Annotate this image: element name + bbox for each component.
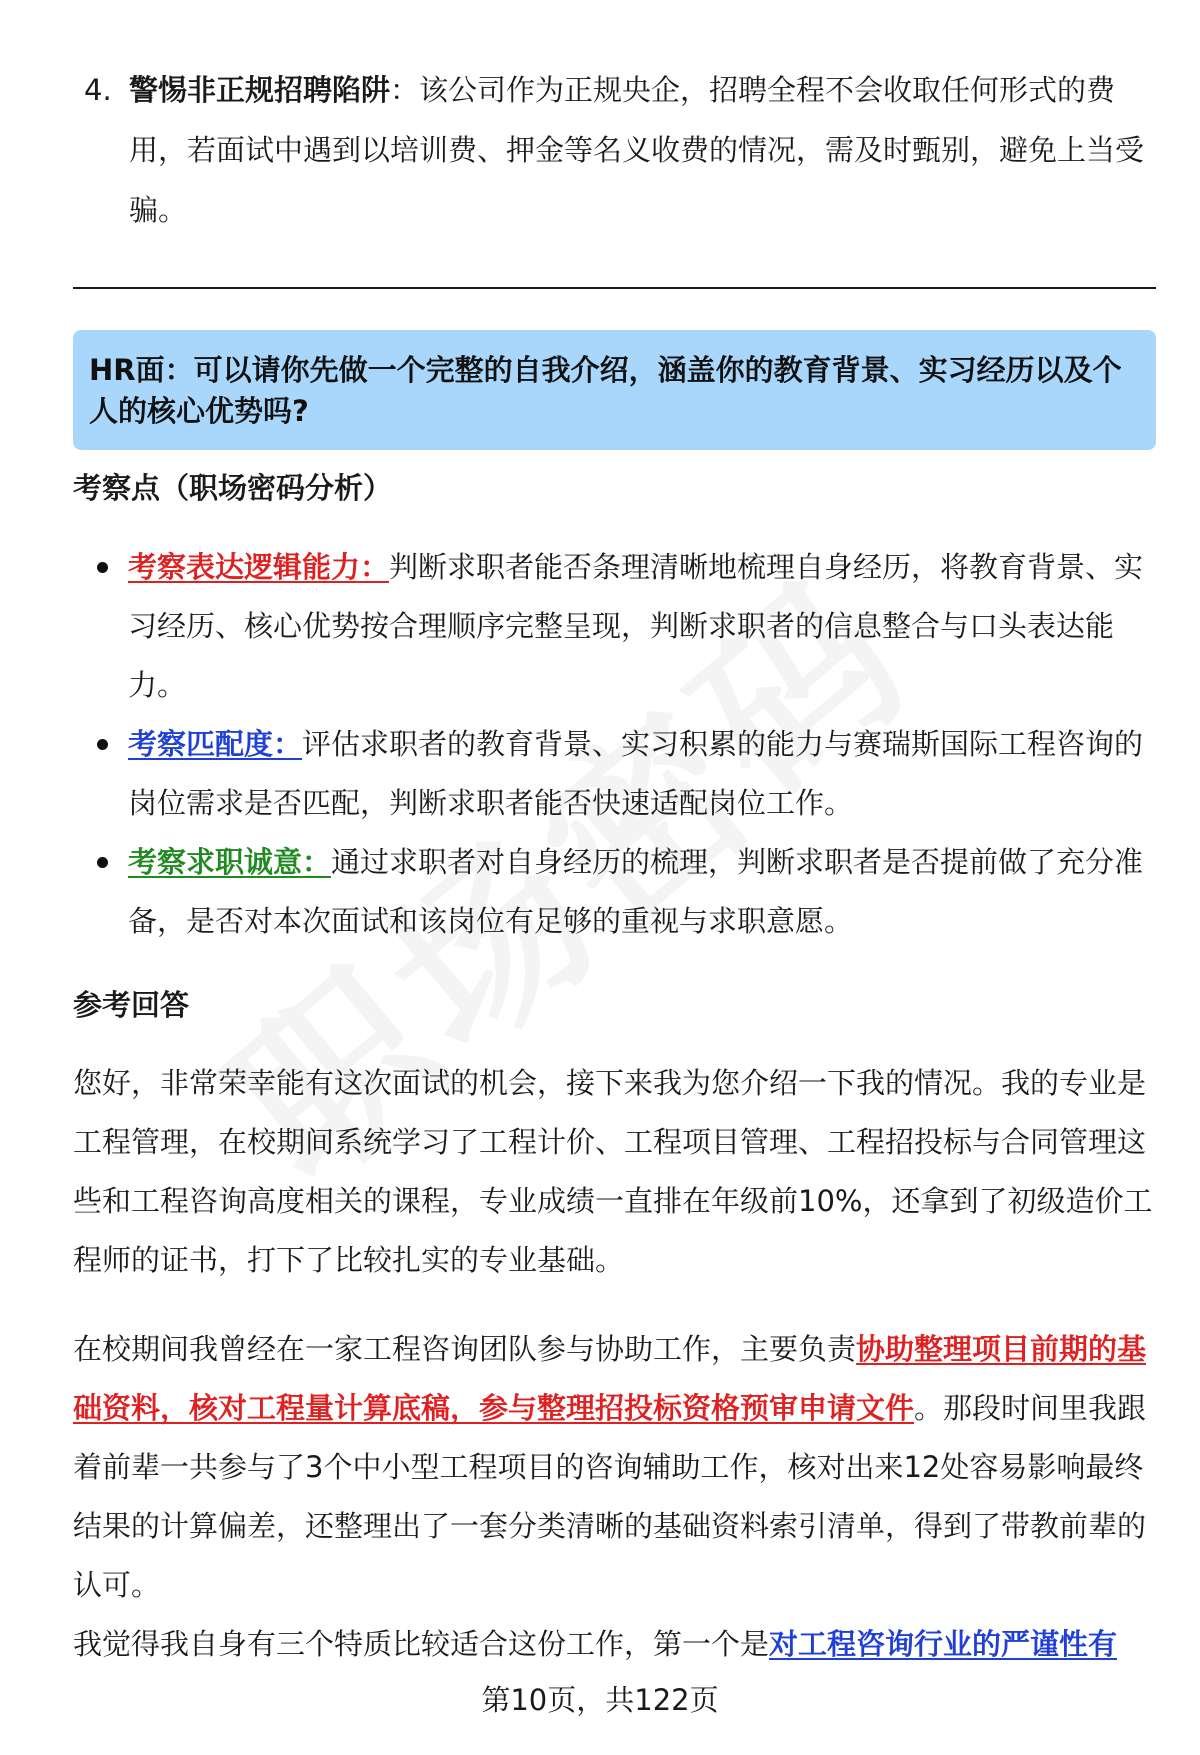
bullet-dot-icon	[97, 857, 108, 868]
bullet-dot-icon	[97, 562, 108, 573]
divider	[73, 287, 1156, 289]
bullet-text: 判断求职者能否条理清晰地梳理自身经历，将教育背景、实习经历、核心优势按合理顺序完整呈现，判断求职者的信息整合与口头表达能力。	[128, 550, 1144, 702]
answer-heading: 参考回答	[73, 988, 190, 1022]
bullet-dot-icon	[97, 739, 108, 750]
answer-text: 。那段时间里我跟着前辈一共参与了3个中小型工程项目的咨询辅助工作，核对出来12处容易影响最终结果的计算偏差，还整理出了一套分类清晰的基础资料索引清单，得到了带教前辈的认可。	[73, 1391, 1147, 1602]
answer-highlight: 对工程咨询行业的严谨性有	[769, 1627, 1118, 1661]
answer-highlight: 协助整理项目前期的基础资料，核对工程量计算底稿，参与整理招投标资格预审申请文件	[73, 1332, 1147, 1425]
bullet-item-match	[73, 715, 1156, 833]
answer-text: 我觉得我自身有三个特质比较适合这份工作，第一个是	[73, 1627, 770, 1661]
answer-paragraph-3	[73, 1615, 1156, 1674]
answer-paragraph-2	[73, 1320, 1156, 1615]
bullet-text: 通过求职者对自身经历的梳理，判断求职者是否提前做了充分准备，是否对本次面试和该岗位有足够的重视与求职意愿。	[128, 845, 1144, 938]
list-item-4	[84, 60, 1144, 240]
question-text: HR面：可以请你先做一个完整的自我介绍，涵盖你的教育背景、实习经历以及个人的核心优势吗?	[89, 353, 1122, 428]
answer-paragraph-1: 您好，非常荣幸能有这次面试的机会，接下来我为您介绍一下我的情况。我的专业是工程管理，在校期间系统学习了工程计价、工程项目管理、工程招投标与合同管理这些和工程咨询高度相关的课程，专业成绩一直排在年级前10%，还拿到了初级造价工程师的证书，打下了比较扎实的专业基础。	[73, 1066, 1153, 1277]
analysis-list	[73, 538, 1156, 951]
question-box	[73, 330, 1156, 450]
page-footer: 第10页，共122页	[481, 1683, 719, 1717]
bullet-label: 考察表达逻辑能力：	[128, 550, 390, 584]
answer-text: 在校期间我曾经在一家工程咨询团队参与协助工作，主要负责	[73, 1332, 857, 1366]
list-item-body	[129, 60, 1144, 240]
bullet-item-sincerity	[73, 833, 1156, 951]
bullet-label: 考察求职诚意：	[128, 845, 332, 879]
list-item-text: ：该公司作为正规央企，招聘全程不会收取任何形式的费用，若面试中遇到以培训费、押金等名义收费的情况，需及时甄别，避免上当受骗。	[129, 73, 1145, 227]
analysis-heading: 考察点（职场密码分析）	[73, 471, 393, 505]
bullet-item-logic	[73, 538, 1156, 715]
list-item-title: 警惕非正规招聘陷阱	[129, 73, 391, 107]
bullet-label: 考察匹配度：	[128, 727, 303, 761]
list-number: 4.	[84, 73, 112, 107]
bullet-text: 评估求职者的教育背景、实习积累的能力与赛瑞斯国际工程咨询的岗位需求是否匹配，判断求职者能否快速适配岗位工作。	[128, 727, 1144, 820]
